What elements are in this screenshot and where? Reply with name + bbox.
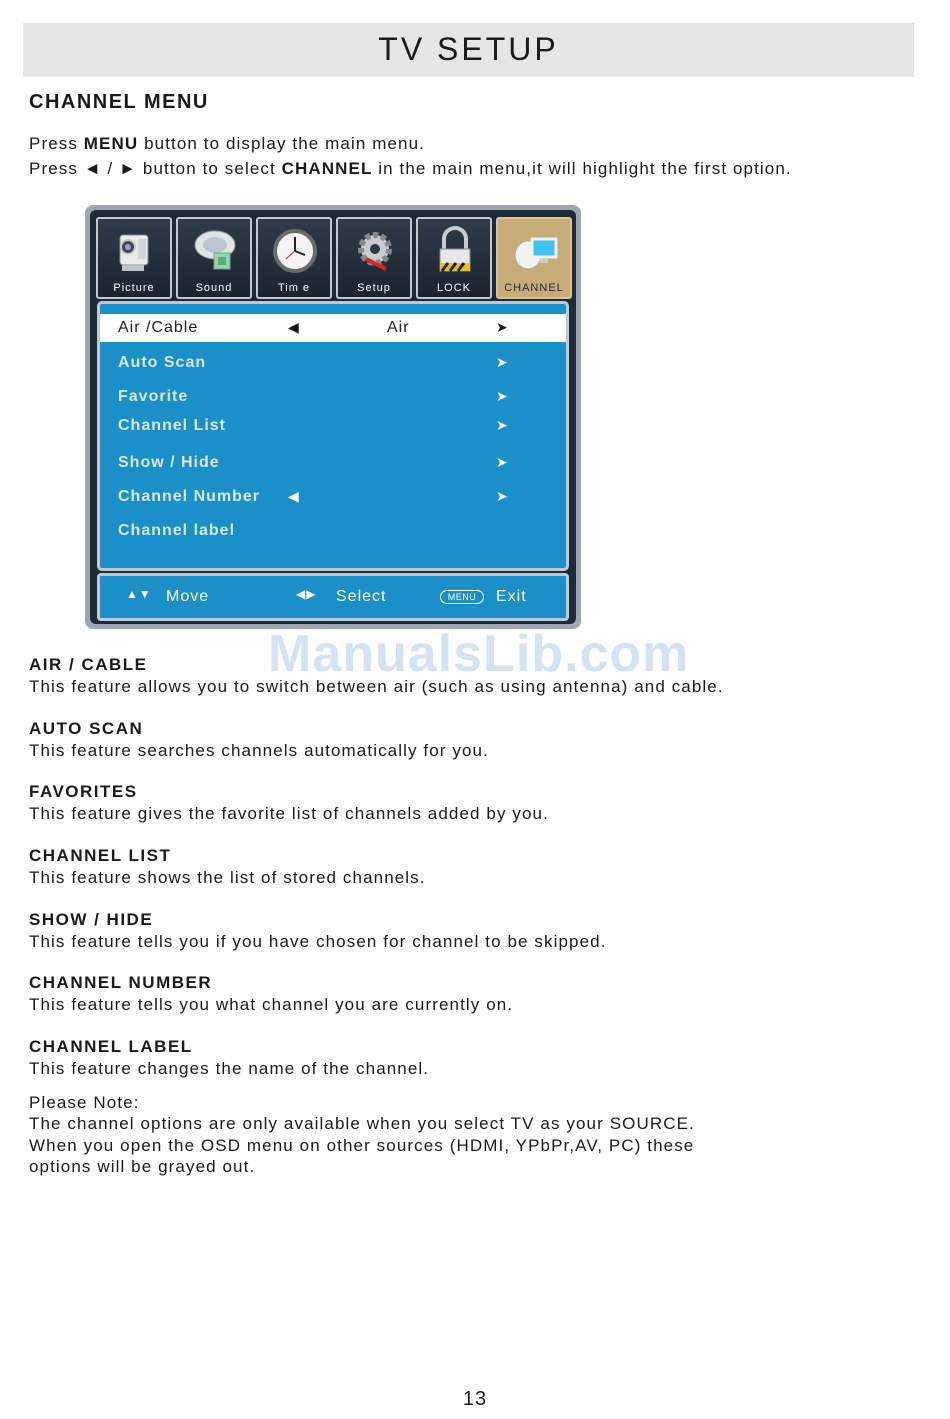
footer-exit-label: Exit	[496, 588, 527, 605]
feature-title: AIR / CABLE	[29, 655, 148, 674]
tab-channel[interactable]	[496, 217, 572, 299]
menu-item-label: Favorite	[118, 388, 189, 405]
intro-line-1	[29, 134, 425, 154]
feature-description: This feature tells you if you have chosen for channel to be skipped.	[29, 932, 607, 951]
air-cable-value: Air	[387, 319, 410, 336]
note-line: When you open the OSD menu on other sources (HDMI, YPbPr,AV, PC) these	[29, 1136, 695, 1155]
note-heading: Please Note:	[29, 1093, 140, 1112]
menu-item-label: Channel Number	[118, 488, 261, 505]
tab-sound-label: Sound	[195, 282, 233, 294]
intro-line-2	[29, 159, 792, 179]
menu-item-favorite[interactable]	[100, 383, 566, 411]
header-bar	[23, 23, 914, 77]
satellite-monitor-icon	[512, 225, 558, 279]
tab-setup-label: Setup	[357, 282, 391, 294]
padlock-icon	[432, 225, 478, 279]
feature-title: CHANNEL LABEL	[29, 1037, 193, 1056]
gear-wrench-icon	[352, 225, 398, 279]
menu-item-show-hide[interactable]	[100, 449, 566, 477]
feature-description: This feature allows you to switch between air (such as using antenna) and cable.	[29, 677, 724, 696]
section-title: CHANNEL MENU	[29, 91, 209, 113]
camcorder-icon	[112, 225, 158, 279]
feature-title: FAVORITES	[29, 782, 138, 801]
arrow-right-icon: ➤	[496, 354, 509, 370]
arrow-left-icon[interactable]: ◀	[288, 319, 300, 335]
feature-title: SHOW / HIDE	[29, 910, 154, 929]
menu-key-icon: MENU	[440, 590, 484, 604]
menu-item-auto-scan[interactable]	[100, 349, 566, 377]
intro-line-2-pre: Press ◄ / ► button to select	[29, 159, 282, 178]
feature-description: This feature gives the favorite list of channels added by you.	[29, 804, 549, 823]
speaker-icon	[192, 225, 238, 279]
intro-line-2-post: in the main menu,it will highlight the first option.	[372, 159, 792, 178]
arrow-right-icon: ➤	[496, 454, 509, 470]
intro-line-1-bold: MENU	[83, 134, 139, 153]
menu-item-channel-number[interactable]	[100, 483, 566, 511]
intro-line-1-post: button to display the main menu.	[138, 134, 425, 153]
feature-title: CHANNEL NUMBER	[29, 973, 213, 992]
clock-icon	[272, 225, 318, 279]
left-right-keys-icon: ◀▶	[296, 587, 317, 601]
menu-item-label: Channel List	[118, 417, 227, 434]
tab-time-label: Tim e	[277, 282, 311, 294]
page-number: 13	[462, 1388, 488, 1410]
osd-screenshot	[85, 205, 581, 629]
menu-item-label: Show / Hide	[118, 454, 220, 471]
menu-item-air-cable[interactable]	[100, 314, 566, 342]
arrow-right-icon: ➤	[496, 488, 509, 504]
osd-footer	[97, 573, 569, 621]
arrow-right-icon[interactable]: ➤	[496, 319, 509, 335]
tab-setup[interactable]	[336, 217, 412, 299]
tab-time[interactable]	[256, 217, 332, 299]
channel-menu-panel	[97, 301, 569, 571]
menu-item-channel-label[interactable]	[100, 517, 566, 545]
feature-description: This feature tells you what channel you are currently on.	[29, 995, 514, 1014]
intro-line-2-bold: CHANNEL	[281, 159, 373, 178]
menu-item-label: Channel label	[118, 522, 236, 539]
note-line: The channel options are only available when you select TV as your SOURCE.	[29, 1114, 695, 1133]
tab-sound[interactable]	[176, 217, 252, 299]
feature-description: This feature shows the list of stored channels.	[29, 868, 426, 887]
tab-lock[interactable]	[416, 217, 492, 299]
feature-description: This feature searches channels automatically for you.	[29, 741, 489, 760]
arrow-right-icon: ➤	[496, 417, 509, 433]
page-title: TV SETUP	[378, 31, 559, 67]
menu-item-label: Auto Scan	[118, 354, 207, 371]
arrow-right-icon: ➤	[496, 388, 509, 404]
osd-frame	[90, 210, 576, 624]
feature-description: This feature changes the name of the channel.	[29, 1059, 430, 1078]
tab-lock-label: LOCK	[437, 282, 471, 294]
note-line: options will be grayed out.	[29, 1157, 256, 1176]
tab-picture-label: Picture	[113, 282, 155, 294]
tab-picture[interactable]	[96, 217, 172, 299]
menu-item-label: Air /Cable	[118, 319, 199, 336]
intro-line-1-pre: Press	[29, 134, 84, 153]
footer-select-label: Select	[336, 588, 387, 605]
menu-item-channel-list[interactable]	[100, 412, 566, 440]
footer-move-label: Move	[166, 588, 210, 605]
watermark: ManualsLib.com	[268, 625, 690, 683]
up-down-keys-icon: ▲▼	[126, 587, 152, 601]
feature-title: AUTO SCAN	[29, 719, 144, 738]
feature-title: CHANNEL LIST	[29, 846, 172, 865]
arrow-left-icon: ◀	[288, 488, 300, 504]
tab-channel-label: CHANNEL	[504, 282, 564, 294]
